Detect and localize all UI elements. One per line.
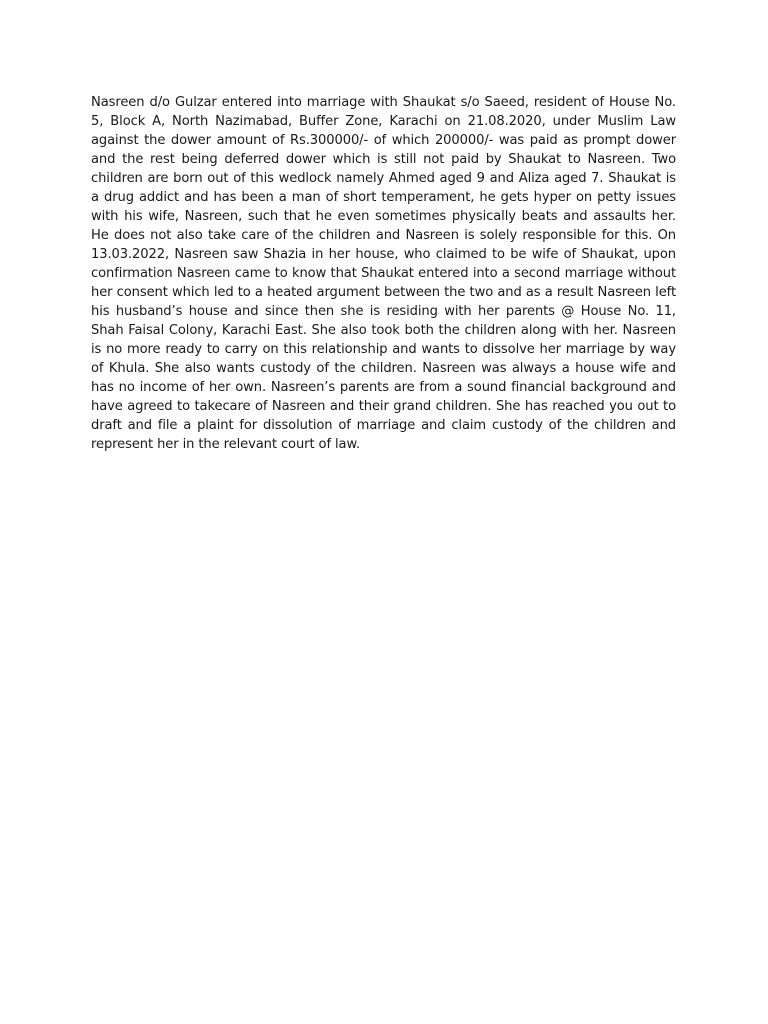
case-facts-paragraph: Nasreen d/o Gulzar entered into marriage with Shaukat s/o Saeed, resident of House No. 5, Block A, North Nazimabad, Buffer Zone, Karachi on 21.08.2020, under Muslim Law against the dower amount of Rs.300000/- of which 200000/- was paid as prompt dower and the rest being deferred dower which is still not paid by Shaukat to Nasreen. Two children are born out of this wedlock namely Ahmed aged 9 and Aliza aged 7. Shaukat is a drug addict and has been a man of short temperament, he gets hyper on petty issues with his wife, Nasreen, such that he even sometimes physically beats and assaults her. He does not also take care of the children and Nasreen is solely responsible for this. On 13.03.2022, Nasreen saw Shazia in her house, who claimed to be wife of Shaukat, upon confirmation Nasreen came to know that Shaukat entered into a second marriage without her consent which led to a heated argument between the two and as a result Nasreen left his husband’s house and since then she is residing with her parents @ House No. 11, Shah Faisal Colony, Karachi East. She also took both the children along with her. Nasreen is no more ready to carry on this relationship and wants to dissolve her marriage by way of Khula. She also wants custody of the children. Nasreen was always a house wife and has no income of her own. Nasreen’s parents are from a sound financial background and have agreed to takecare of Nasreen and their grand children. She has reached you out to draft and file a plaint for dissolution of marriage and claim custody of the children and represent her in the relevant court of law. (91, 95, 676, 452)
